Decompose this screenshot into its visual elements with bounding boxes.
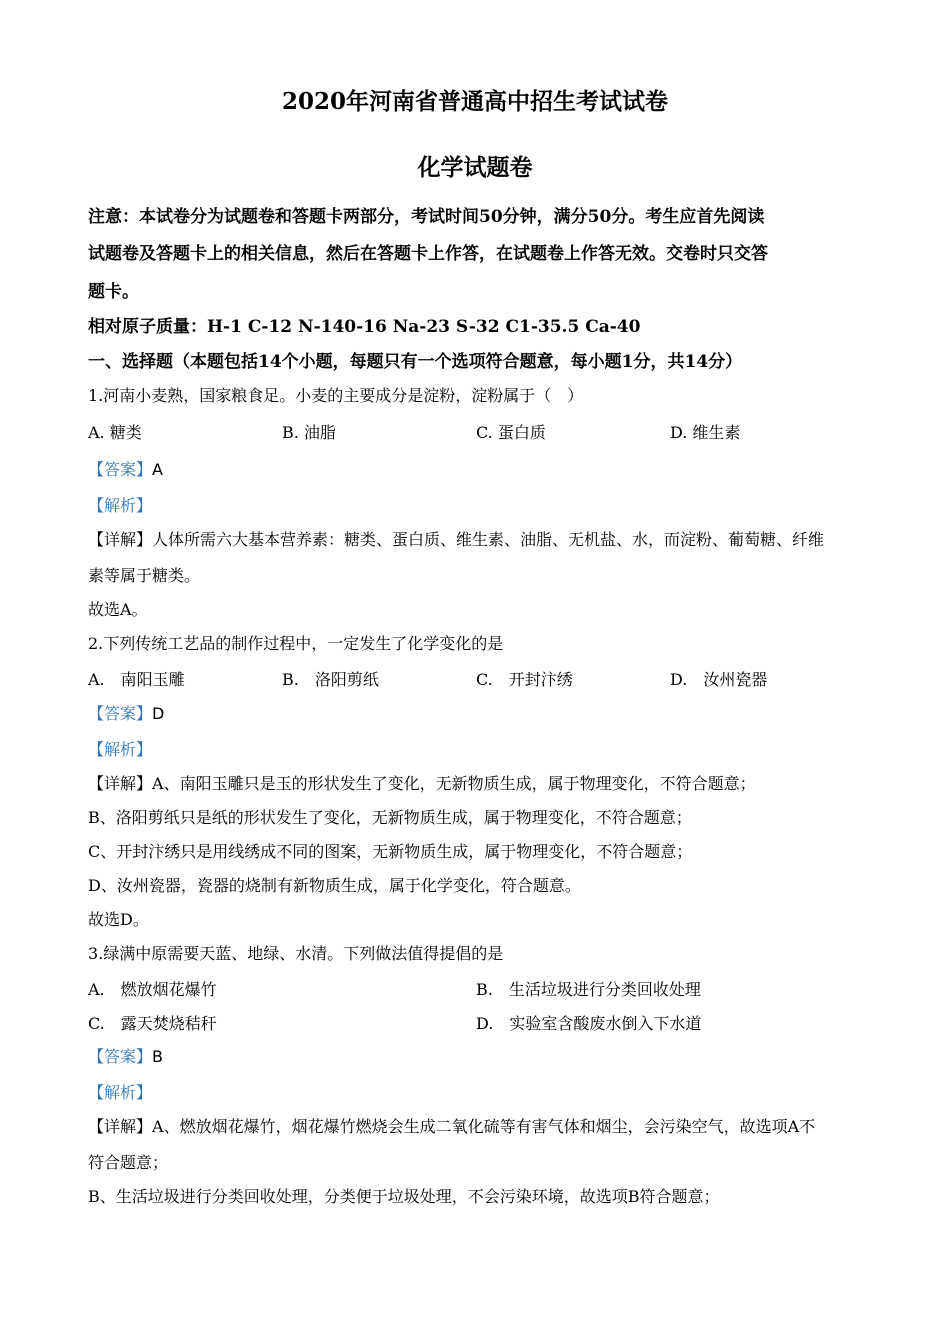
- q2-detail-1: [88, 774, 756, 794]
- detail-label: 【详解】: [88, 530, 153, 549]
- q1-analysis-label: 【解析】: [88, 496, 153, 515]
- q2-conclusion: 故选D。: [88, 910, 149, 929]
- q1-stem: 1.河南小麦熟，国家粮食足。小麦的主要成分是淀粉，淀粉属于（ ）: [88, 386, 584, 405]
- q1-conclusion: 故选A。: [88, 600, 148, 619]
- q2-analysis-label: 【解析】: [88, 740, 153, 759]
- answer-value: D: [152, 704, 165, 723]
- answer-label: 【答案】: [88, 704, 153, 723]
- q1-option-d: D. 维生素: [670, 423, 741, 442]
- detail-text: A、南阳玉雕只是玉的形状发生了变化，无新物质生成，属于物理变化，不符合题意；: [152, 774, 756, 793]
- atomic-mass-line: 相对原子质量：H-1 C-12 N-140-16 Na-23 S-32 C1-35.5 Ca-40: [88, 317, 641, 337]
- q2-option-c: C. 开封汴绣: [476, 670, 573, 689]
- notice-line-3: 题卡。: [88, 282, 139, 302]
- q1-option-b: B. 油脂: [282, 423, 336, 442]
- q1-detail-2: 素等属于糖类。: [88, 566, 201, 585]
- q2-answer: [88, 704, 164, 724]
- q2-option-a: A. 南阳玉雕: [88, 670, 185, 689]
- q2-detail-4: D、汝州瓷器，瓷器的烧制有新物质生成，属于化学变化，符合题意。: [88, 876, 581, 895]
- q1-option-a: A. 糖类: [88, 423, 142, 442]
- q1-option-c: C. 蛋白质: [476, 423, 546, 442]
- answer-label: 【答案】: [88, 1047, 153, 1066]
- q1-answer: [88, 460, 163, 480]
- q2-detail-3: C、开封汴绣只是用线绣成不同的图案，无新物质生成，属于物理变化，不符合题意；: [88, 842, 693, 861]
- answer-label: 【答案】: [88, 460, 153, 479]
- answer-value: A: [152, 460, 163, 479]
- q2-option-b: B. 洛阳剪纸: [282, 670, 379, 689]
- q3-option-a: A. 燃放烟花爆竹: [88, 980, 217, 999]
- detail-label: 【详解】: [88, 774, 153, 793]
- detail-text: 人体所需六大基本营养素：糖类、蛋白质、维生素、油脂、无机盐、水，而淀粉、葡萄糖、纤维: [152, 530, 825, 549]
- q3-detail-3: B、生活垃圾进行分类回收处理，分类便于垃圾处理，不会污染环境，故选项B符合题意；: [88, 1187, 720, 1206]
- exam-subtitle: 化学试题卷: [417, 154, 533, 181]
- q2-option-d: D. 汝州瓷器: [670, 670, 768, 689]
- q3-answer: [88, 1047, 163, 1067]
- q3-option-d: D. 实验室含酸废水倒入下水道: [476, 1014, 702, 1033]
- q3-stem: 3.绿满中原需要天蓝、地绿、水清。下列做法值得提倡的是: [88, 944, 504, 963]
- answer-value: B: [152, 1047, 163, 1066]
- section-heading: 一、选择题（本题包括14个小题，每题只有一个选项符合题意，每小题1分，共14分）: [88, 352, 743, 372]
- q3-option-b: B. 生活垃圾进行分类回收处理: [476, 980, 701, 999]
- q2-detail-2: B、洛阳剪纸只是纸的形状发生了变化，无新物质生成，属于物理变化，不符合题意；: [88, 808, 692, 827]
- exam-title: 2020年河南省普通高中招生考试试卷: [281, 88, 668, 115]
- detail-text: A、燃放烟花爆竹，烟花爆竹燃烧会生成二氧化硫等有害气体和烟尘，会污染空气，故选项A不: [152, 1117, 816, 1136]
- q3-analysis-label: 【解析】: [88, 1083, 153, 1102]
- q1-detail-1: [88, 530, 824, 550]
- notice-line-1: 注意：本试卷分为试题卷和答题卡两部分，考试时间50分钟，满分50分。考生应首先阅读: [88, 207, 765, 227]
- detail-label: 【详解】: [88, 1117, 153, 1136]
- q3-detail-2: 符合题意；: [88, 1153, 169, 1172]
- notice-line-2: 试题卷及答题卡上的相关信息，然后在答题卡上作答，在试题卷上作答无效。交卷时只交答: [88, 244, 768, 264]
- q3-detail-1: [88, 1117, 815, 1137]
- q3-option-c: C. 露天焚烧秸秆: [88, 1014, 217, 1033]
- q2-stem: 2.下列传统工艺品的制作过程中，一定发生了化学变化的是: [88, 634, 504, 653]
